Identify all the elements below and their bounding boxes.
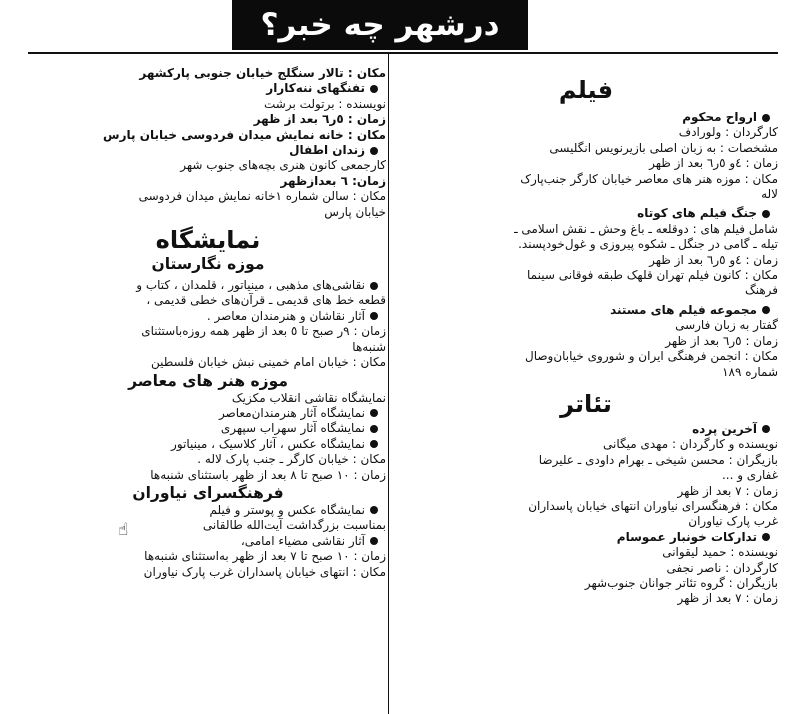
list-item: زمان : ٤و ٥ر٦ بعد از ظهر <box>649 252 778 267</box>
list-item: کارجمعی کانون هنری بچه‌های جنوب شهر <box>180 158 386 173</box>
bullet-icon <box>370 506 378 514</box>
list-item: نمایشگاه عکس و پوستر و فیلم <box>30 503 386 518</box>
bullet-icon <box>370 282 378 290</box>
list-item: نمایشگاه آثار سهراب سپهری <box>30 421 386 436</box>
list-item: مجموعه فیلم های مستند <box>394 303 778 318</box>
list-item: مکان : خیابان کارگر ـ جنب پارک لاله . <box>197 452 386 467</box>
list-item: شماره ١٨٩ <box>722 364 778 379</box>
list-item: مکان : فرهنگسرای نیاوران انتهای خیابان پاسداران <box>528 498 778 513</box>
list-item: کارگردان : ولورادف <box>678 125 778 140</box>
list-item: زمان : ٥ر٦ بعد از ظهر <box>253 112 386 127</box>
pointing-hand-icon: ☝ <box>118 520 129 540</box>
list-item: آثار نقاشی مضیاء امامی، <box>30 534 386 549</box>
list-item: آخرین پرده <box>394 422 778 437</box>
list-item: جنگ فیلم های کوتاه <box>394 206 778 221</box>
list-item: گفتار به زبان فارسی <box>675 318 778 333</box>
list-item: مکان : خانه نمایش میدان فردوسی خیابان پارس <box>103 127 386 142</box>
theatre-heading: تئاتر <box>560 389 612 418</box>
list-item: نویسنده : حمید لیقوانی <box>662 545 778 560</box>
list-item: زمان : ٥ر٦ بعد از ظهر <box>665 333 778 348</box>
list-item: مشخصات : به زبان اصلی بازیرنویس انگلیسی <box>549 140 778 155</box>
list-item: ارواح محکوم <box>394 110 778 125</box>
bullet-icon <box>762 210 770 218</box>
bullet-icon <box>762 425 770 433</box>
list-item: بمناسبت بزرگداشت آیت‌الله طالقانی <box>202 518 386 533</box>
bullet-icon <box>370 85 378 93</box>
list-item: مکان : انجمن فرهنگی ایران و شوروی خیابان‌وصال <box>524 349 778 364</box>
bullet-icon <box>370 409 378 417</box>
list-item: تدارکات خونبار عموسام <box>394 530 778 545</box>
list-item: تفنگهای ننه‌کارار <box>30 81 386 96</box>
list-item: شنبه‌ها <box>352 339 386 354</box>
bullet-icon <box>370 440 378 448</box>
list-item: نمایشگاه نقاشی انقلاب مکزیک <box>231 390 386 405</box>
list-item: مکان : کانون فیلم تهران قلهک طبقه فوقانی سینما <box>527 268 778 283</box>
list-item: زمان : ۷ بعد از ظهر <box>677 591 778 606</box>
bullet-icon <box>370 147 378 155</box>
list-item: شامل فیلم های : دوقلعه ـ باغ وحش ـ نقش اسلامی ـ <box>514 221 778 236</box>
list-item: غفاری و ... <box>721 468 778 483</box>
list-item: بازیگران : محسن شیخی ـ بهرام داودی ـ علیرضا <box>538 452 778 467</box>
list-item: زمان : ٩ر صبح تا ٥ بعد از ظهر همه روزه‌باستثنای <box>141 324 386 339</box>
negarestan-heading: موزه نگارستان <box>151 255 265 274</box>
list-item: مکان : خیابان امام خمینی نبش خیابان فلسطین <box>151 355 386 370</box>
list-item: زمان : ١٠ صبح تا ۷ بعد از ظهر به‌استثنای شنبه‌ها <box>144 549 386 564</box>
list-item: کارگردان : ناصر نجفی <box>666 560 778 575</box>
list-item: تیله ـ گامی در جنگل ـ شکوه پیروزی و غول‌خودپسند. <box>518 237 778 252</box>
list-item: نویسنده : برتولت برشت <box>263 96 386 111</box>
list-item: زمان: ٦ بعدازظهر <box>280 173 386 188</box>
list-item: آثار نقاشان و هنرمندان معاصر . <box>30 309 386 324</box>
list-item: نویسنده و کارگردان : مهدی میگانی <box>602 437 778 452</box>
section-banner: درشهر چه خبر؟ <box>232 0 528 50</box>
moaser-heading: موزه هنر های معاصر <box>128 371 288 390</box>
bullet-icon <box>370 312 378 320</box>
list-item: لاله <box>761 187 778 202</box>
list-item: مکان : موزه هنر های معاصر خیابان کارگر جنب‌پارک <box>520 171 778 186</box>
list-item: مکان : تالار سنگلج خیابان جنوبی پارکشهر <box>139 66 386 80</box>
list-item: مکان : انتهای خیابان پاسداران غرب پارک نیاوران <box>143 564 386 579</box>
list-item: زمان : ٤و ٥ر٦ بعد از ظهر <box>649 156 778 171</box>
niavaran-heading: فرهنگسرای نیاوران <box>132 483 284 502</box>
exhibition-heading: نمایشگاه <box>155 226 261 255</box>
list-item: زندان اطفال <box>30 143 386 158</box>
list-item: نمایشگاه عکس ، آثار کلاسیک ، مینیاتور <box>30 437 386 452</box>
left-column <box>30 54 386 714</box>
bullet-icon <box>762 533 770 541</box>
film-heading: فیلم <box>558 76 614 104</box>
list-item: زمان : ١٠ صبح تا ٨ بعد از ظهر باستثنای شنبه‌ها <box>150 467 386 482</box>
list-item: قطعه خط های قدیمی ـ قرآن‌های خطی قدیمی ، <box>146 293 386 308</box>
bullet-icon <box>762 114 770 122</box>
list-item: زمان : ۷ بعد از ظهر <box>677 483 778 498</box>
bullet-icon <box>370 537 378 545</box>
list-item: خیابان پارس <box>324 204 386 219</box>
list-item: مکان : سالن شماره ١خانه نمایش میدان فردوسی <box>138 189 386 204</box>
bullet-icon <box>370 425 378 433</box>
list-item: بازیگران : گروه تئاتر جوانان جنوب‌شهر <box>584 575 778 590</box>
bullet-icon <box>762 306 770 314</box>
column-rule <box>388 54 389 714</box>
list-item: غرب پارک نیاوران <box>688 514 778 529</box>
list-item: نمایشگاه آثار هنرمندان‌معاصر <box>30 406 386 421</box>
right-column <box>394 54 778 714</box>
list-item: نقاشی‌های مذهبی ، مینیاتور ، قلمدان ، کتاب و <box>30 278 386 293</box>
list-item: فرهنگ <box>744 283 778 298</box>
